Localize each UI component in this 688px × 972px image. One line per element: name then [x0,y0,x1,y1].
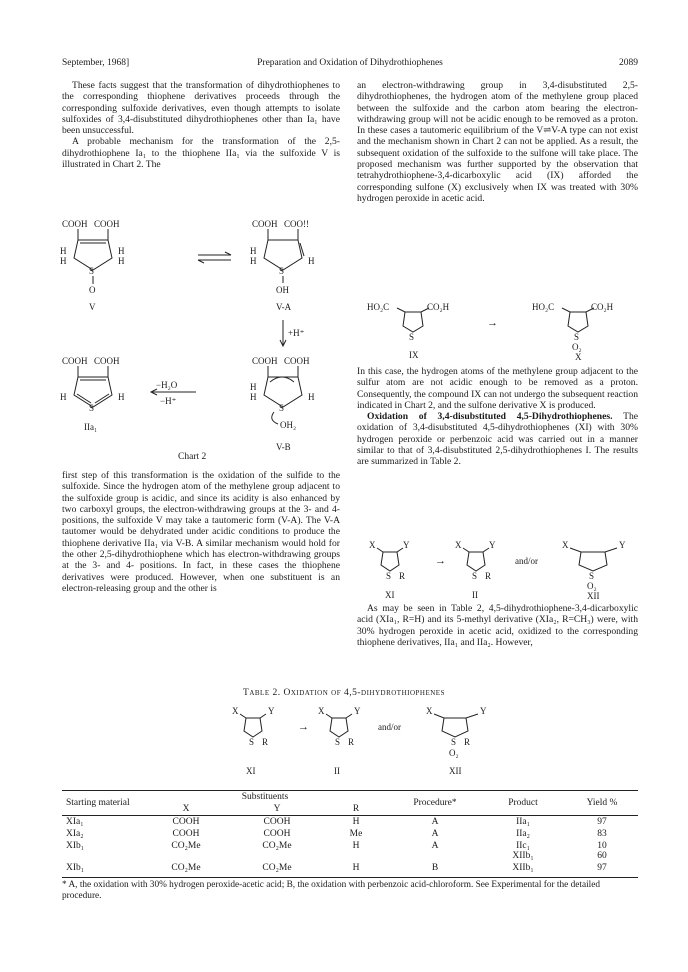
compound-label-IIa1: IIa₁ [84,422,98,432]
s-label: S [409,332,415,342]
reaction-arrow: → [435,555,446,567]
scheme-ix-to-x [357,300,637,360]
o-label: O [89,285,96,295]
x-label: X [318,706,325,716]
table-2-scheme [212,702,512,786]
h-label: H [60,392,67,402]
table-footnote: * A, the oxidation with 30% hydrogen peroxide-acetic acid; B, the oxidation with perbenzoic acid-chloroform. See Experimental for the detailed procedure. [62,880,601,901]
cell-y: COOH [263,829,291,839]
left-column-bottom [62,470,340,594]
s-label: S [89,266,95,276]
oh2-label: OH₂ [280,420,297,430]
h-label: H [308,256,315,266]
h-label: H [308,392,315,402]
table-2-caption: Table 2. Oxidation of 4,5-dihydrothiophenes [243,688,445,698]
header-date: September, 1968] [62,58,130,68]
cell-procedure: A [431,817,439,827]
cell-product [480,840,566,862]
cell-yield: 83 [597,829,607,839]
h-label: H [118,256,125,266]
s-label: S [249,737,255,747]
x-label: X [562,540,569,550]
o2-label: O₂ [572,342,582,352]
col-header-procedure: Procedure* [413,798,457,808]
s-label: S [89,403,95,413]
compound-label-VB: V-B [276,442,291,452]
cell-r: H [352,817,360,827]
compound-label-XI: XI [246,766,256,776]
cell-starting: XIa₂ [66,829,84,839]
table-header-row [62,791,638,804]
compound-label-X: X [575,352,582,360]
x-label: X [455,540,462,550]
compound-label-XII: XII [587,591,600,600]
cell-r: H [352,841,360,851]
cell-x: COOH [172,817,200,827]
header-title: Preparation and Oxidation of Dihydrothiophenes [257,58,443,68]
x-label: X [369,540,376,550]
paragraph: These facts suggest that the transformation of dihydrothiophenes to the corresponding thiophene derivatives proceeds through the corresponding sulfoxide derivatives, even though attempts to isolate sulfoxides of 3,4-disubstituted dihydrothiophenes other than Ia₁ have been unsuccessful. [62,80,340,137]
col-header-yield: Yield % [586,798,618,808]
and-or-label: and/or [515,556,538,566]
paragraph: first step of this transformation is the oxidation of the sulfide to the sulfoxide. Since the hydrogen atom of the methylene group adjacent to the sulfoxide group is acidic, and since its acidity is also enhanced by two carboxyl groups, the electron-withdrawing groups at the 3- and 4-positions, the sulfoxide V may take a tautomeric form (V-A). The V-A tautomer would be dehydrated under acidic conditions to produce the thiophene derivative IIa₁ via V-B. A similar mechanism would hold for the other 2,5-dihydrothiophene which has electron-withdrawing groups at the 3- and 4- positions. In fact, in these cases the thiophene derivatives were produced. However, when one substituent is an electron-releasing group and the other is [62,470,340,594]
compound-label-IX: IX [409,350,419,360]
s-label: S [279,403,285,413]
y-label: Y [489,540,496,550]
cooh-label: COOH [252,356,278,366]
compound-label-II: II [334,766,340,776]
cell-product: XIIb₁ [512,863,534,873]
s-label: S [589,571,595,581]
left-column-top [62,80,340,170]
step-label: +H⁺ [288,328,305,338]
cooh-label: COO!! [284,219,309,229]
cell-r: H [352,863,360,873]
chart-2-scheme [56,218,346,458]
cell-starting: XIa₁ [66,817,84,827]
cell-procedure: A [431,841,439,851]
table-row [62,828,638,840]
table-row [62,862,638,878]
h-label: H [60,246,67,256]
x-label: X [426,706,433,716]
right-column-mid [357,366,638,468]
h-label: H [250,382,257,392]
substituent-label: CO₂H [427,302,450,312]
substituent-label: HO₂C [532,302,555,312]
compound-label-XII: XII [449,766,462,776]
chart-2-caption: Chart 2 [178,452,207,462]
col-header-y: Y [273,804,281,814]
r-label: R [485,571,492,581]
cooh-label: COOH [94,356,120,366]
elimination-label: −H₂O [156,380,178,390]
compound-label-V: V [89,302,96,312]
running-header [62,58,638,72]
compound-label-XI: XI [385,590,395,600]
section-paragraph [357,411,638,467]
cell-product: IIa₁ [516,817,530,827]
paragraph: an electron-withdrawing group in 3,4-disubstituted 2,5-dihydrothiophenes, the hydrogen atom of the methylene group placed between the sulfoxide and the carbon atom bearing the electron-withdrawing group will not be acidic enough to be removed as a proton. In these cases a tautomeric equilibrium of the V⇌V-A type can not exist and the mechanism shown in Chart 2 can not be applied. As a result, the subsequent oxidation of the sulfoxide to the sulfone will take place. The proposed mechanism was further supported by the observation that tetrahydrothiophene-3,4-dicarboxylic acid (IX) afforded the corresponding sulfone (X) exclusively when IX was treated with 30% hydrogen peroxide in acetic acid. [357,80,638,204]
y-label: Y [268,706,275,716]
and-or-label: and/or [378,722,401,732]
y-label: Y [403,540,410,550]
y-label: Y [354,706,361,716]
table-row [62,840,638,862]
reaction-arrow: → [298,721,309,733]
h-label: H [250,392,257,402]
cooh-label: COOH [284,356,310,366]
cell-x: CO₂Me [171,841,201,851]
col-header-starting: Starting material [66,798,130,808]
h-label: H [118,246,125,256]
h-label: H [250,256,257,266]
cell-y: COOH [263,817,291,827]
section-heading: Oxidation of 3,4-disubstituted 4,5-Dihydrothiophenes. [367,411,613,423]
h-label: H [60,256,67,266]
x-label: X [232,706,239,716]
y-label: Y [480,706,487,716]
o2-label: O₂ [449,748,459,758]
paragraph: In this case, the hydrogen atoms of the methylene group adjacent to the sulfur atom are not acidic enough to be removed as a proton. Consequently, the compound IX can not undergo the subsequent reaction indicated in Chart 2, and the sulfone derivative X is produced. [357,366,638,411]
page-number: 2089 [619,58,638,68]
cell-yield: 97 [597,817,607,827]
section-text: The oxidation of 3,4-disubstituted 4,5-dihydrothiophenes (XI) with 30% hydrogen peroxide or perbenzoic acid was carried out in a manner similar to that of 3,4-disubstituted 2,5-dihydrothiophenes I. The results are summarized in Table 2. [357,411,638,468]
cell-y: CO₂Me [262,863,292,873]
r-label: R [262,737,269,747]
paragraph: As may be seen in Table 2, 4,5-dihydrothiophene-3,4-dicarboxylic acid (XIa₁, R=H) and its 5-methyl derivative (XIa₂, R=CH₃) were, with 30% hydrogen peroxide in acetic acid, oxidized to the corresponding thiophene derivatives, IIa₁ and IIa₂. However, [357,603,638,648]
s-label: S [574,332,580,342]
compound-label-VA: V-A [276,302,292,312]
h-label: H [250,246,257,256]
substituent-label: CO₂H [591,302,614,312]
elimination-label: −H⁺ [160,396,177,406]
cell-yield: 97 [597,863,607,873]
yield-2: 60 [597,851,607,861]
s-label: S [472,571,478,581]
cell-x: CO₂Me [171,863,201,873]
o2-label: O₂ [587,581,597,591]
r-label: R [348,737,355,747]
col-header-product: Product [508,798,538,808]
y-label: Y [619,540,626,550]
s-label: S [386,571,392,581]
table-row [62,816,638,829]
col-header-substituents: Substituents [241,792,289,802]
h-label: H [118,392,125,402]
r-label: R [399,571,406,581]
col-header-r: R [352,804,360,814]
oh-label: OH [276,285,289,295]
right-column-top [357,80,638,204]
s-label: S [335,737,341,747]
reaction-arrow: → [487,317,498,329]
product-1: IIc₁ [516,841,530,851]
paragraph: A probable mechanism for the transformation of the 2,5-dihydrothiophene Ia₁ to the thiophene IIa₁ via the sulfoxide V is illustrated in Chart 2. The [62,136,340,171]
cell-procedure: A [431,829,439,839]
yield-1: 10 [597,841,607,851]
right-column-bottom [357,603,638,648]
cell-yield [566,840,638,862]
cooh-label: COOH [252,219,278,229]
s-label: S [451,737,457,747]
cell-r: Me [349,829,363,839]
cell-x: COOH [172,829,200,839]
product-2: XIIb₁ [512,851,534,861]
cell-procedure: B [431,863,439,873]
cell-starting: XIb₁ [66,841,85,851]
cell-y: CO₂Me [262,841,292,851]
cell-product: IIa₂ [516,829,530,839]
scheme-xi-oxidation [357,538,637,600]
col-header-x: X [182,804,190,814]
cooh-label: COOH [94,219,120,229]
cooh-label: COOH [62,356,88,366]
cell-starting: XIb₁ [66,863,85,873]
substituent-label: HO₂C [367,302,390,312]
cooh-label: COOH [62,219,88,229]
r-label: R [464,737,471,747]
s-label: S [279,266,285,276]
compound-label-II: II [472,590,478,600]
table-2 [62,790,638,878]
